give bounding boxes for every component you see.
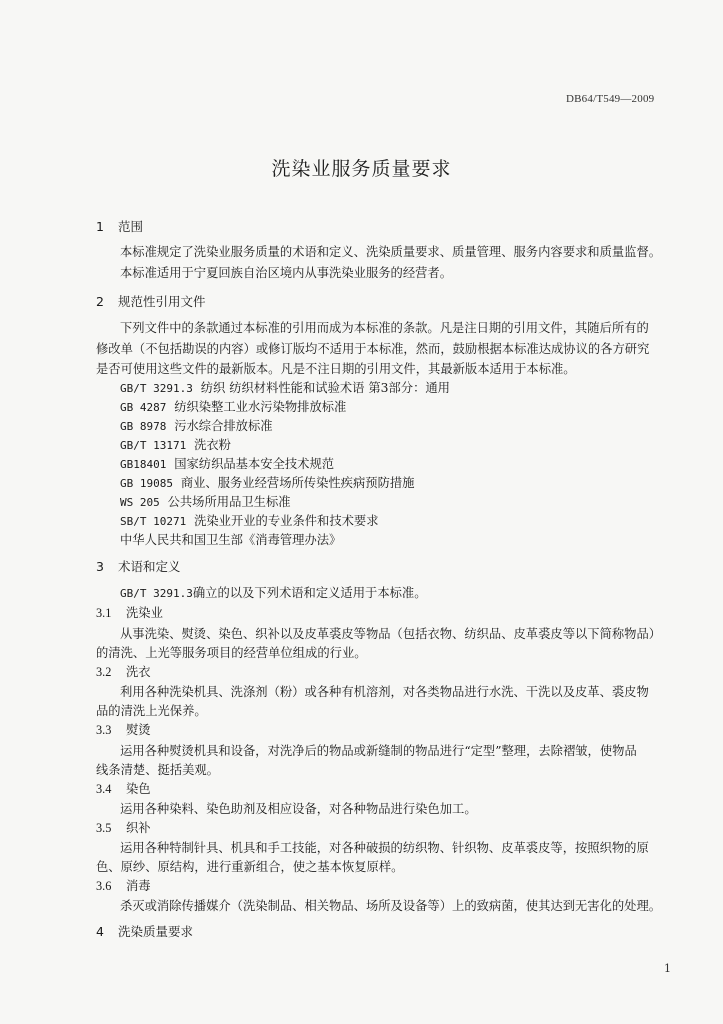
normative-intro-line-2: 修改单（不包括勘误的内容）或修订版均不适用于本标准，然而，鼓励根据本标准达成协议的各方研究 xyxy=(96,342,650,356)
term-heading xyxy=(96,876,151,894)
term-heading xyxy=(96,662,151,680)
reference-code: GB 8978 xyxy=(120,420,167,433)
term-name: 染色 xyxy=(126,782,151,796)
reference-code: WS 205 xyxy=(120,496,160,509)
reference-code: SB/T 10271 xyxy=(120,515,187,528)
reference-item xyxy=(120,378,450,396)
reference-title: 纺织 纺织材料性能和试验术语 第3部分：通用 xyxy=(200,381,450,395)
term-heading xyxy=(96,603,163,621)
reference-item xyxy=(120,530,341,548)
section-3-heading xyxy=(96,557,181,575)
term-name: 熨烫 xyxy=(126,723,151,737)
section-1-heading xyxy=(96,217,143,235)
reference-code: GB 4287 xyxy=(120,401,167,414)
reference-item xyxy=(120,416,273,434)
term-number: 3.6 xyxy=(96,879,112,893)
term-number: 3.1 xyxy=(96,606,112,620)
reference-code: GB/T 13171 xyxy=(120,439,187,452)
page-number: 1 xyxy=(664,962,671,975)
section-number: 1 xyxy=(96,219,104,234)
term-definition-line: 线条清楚、挺括美观。 xyxy=(96,763,219,777)
term-number: 3.3 xyxy=(96,723,112,737)
reference-code: GB 19085 xyxy=(120,477,173,490)
section-number: 2 xyxy=(96,294,104,309)
terms-intro xyxy=(120,583,427,601)
standard-code: DB64/T549—2009 xyxy=(566,93,655,105)
term-number: 3.4 xyxy=(96,782,112,796)
reference-item xyxy=(120,435,231,453)
reference-title: 纺织染整工业水污染物排放标准 xyxy=(174,400,347,414)
term-definition-line: 运用各种特制针具、机具和手工技能，对各种破损的纺织物、针织物、皮革裘皮等，按照织物的原 xyxy=(120,841,649,855)
reference-title: 中华人民共和国卫生部《消毒管理办法》 xyxy=(120,533,342,547)
term-name: 织补 xyxy=(126,821,151,835)
reference-title: 污水综合排放标准 xyxy=(174,419,273,433)
normative-intro-line-3: 是否可使用这些文件的最新版本。凡是不注日期的引用文件，其最新版本适用于本标准。 xyxy=(96,362,576,376)
section-4-heading xyxy=(96,922,193,940)
reference-title: 洗染业开业的专业条件和技术要求 xyxy=(194,514,379,528)
reference-code: GB18401 xyxy=(120,458,167,471)
scope-paragraph-2: 本标准适用于宁夏回族自治区境内从事洗染业服务的经营者。 xyxy=(120,266,453,280)
reference-item xyxy=(120,492,291,510)
term-name: 消毒 xyxy=(126,879,151,893)
scope-paragraph-1: 本标准规定了洗染业服务质量的术语和定义、洗染质量要求、质量管理、服务内容要求和质量监督。 xyxy=(120,245,662,259)
term-definition-line: 运用各种染料、染色助剂及相应设备，对各种物品进行染色加工。 xyxy=(120,802,477,816)
reference-item xyxy=(120,511,379,529)
reference-title: 公共场所用品卫生标准 xyxy=(167,495,291,509)
section-title: 洗染质量要求 xyxy=(118,924,194,939)
reference-title: 国家纺织品基本安全技术规范 xyxy=(174,457,335,471)
terms-intro-text: 确立的以及下列术语和定义适用于本标准。 xyxy=(192,586,427,600)
term-heading xyxy=(96,720,151,738)
normative-intro-line-1: 下列文件中的条款通过本标准的引用而成为本标准的条款。凡是注日期的引用文件，其随后所有的 xyxy=(120,321,649,335)
term-definition-line: 利用各种洗染机具、洗涤剂（粉）或各种有机溶剂，对各类物品进行水洗、干洗以及皮革、裘皮物 xyxy=(120,685,649,699)
term-heading xyxy=(96,779,151,797)
section-number: 4 xyxy=(96,924,104,939)
term-definition-line: 从事洗染、熨烫、染色、织补以及皮革裘皮等物品（包括衣物、纺织品、皮革裘皮等以下简称物品） xyxy=(120,627,662,641)
reference-item xyxy=(120,397,346,415)
term-definition-line: 品的清洗上光保养。 xyxy=(96,704,207,718)
term-definition-line: 色、原纱、原结构，进行重新组合，使之基本恢复原样。 xyxy=(96,860,404,874)
term-name: 洗染业 xyxy=(126,606,163,620)
reference-title: 商业、服务业经营场所传染性疾病预防措施 xyxy=(180,476,415,490)
term-number: 3.2 xyxy=(96,665,112,679)
reference-item xyxy=(120,454,334,472)
page-title: 洗染业服务质量要求 xyxy=(271,158,452,180)
term-name: 洗衣 xyxy=(126,665,151,679)
term-number: 3.5 xyxy=(96,821,112,835)
section-title: 规范性引用文件 xyxy=(118,294,206,309)
reference-title: 洗衣粉 xyxy=(194,438,231,452)
section-2-heading xyxy=(96,292,206,310)
reference-code: GB/T 3291.3 xyxy=(120,382,193,395)
section-number: 3 xyxy=(96,559,104,574)
reference-code: GB/T 3291.3 xyxy=(120,587,193,600)
term-definition-line: 的清洗、上光等服务项目的经营单位组成的行业。 xyxy=(96,646,367,660)
section-title: 范围 xyxy=(118,219,144,234)
reference-item xyxy=(120,473,414,491)
term-heading xyxy=(96,818,151,836)
term-definition-line: 运用各种熨烫机具和设备，对洗净后的物品或新缝制的物品进行“定型”整理，去除褶皱，使物品 xyxy=(120,744,637,758)
section-title: 术语和定义 xyxy=(118,559,181,574)
term-definition-line: 杀灭或消除传播媒介（洗染制品、相关物品、场所及设备等）上的致病菌，使其达到无害化的处理。 xyxy=(120,899,662,913)
